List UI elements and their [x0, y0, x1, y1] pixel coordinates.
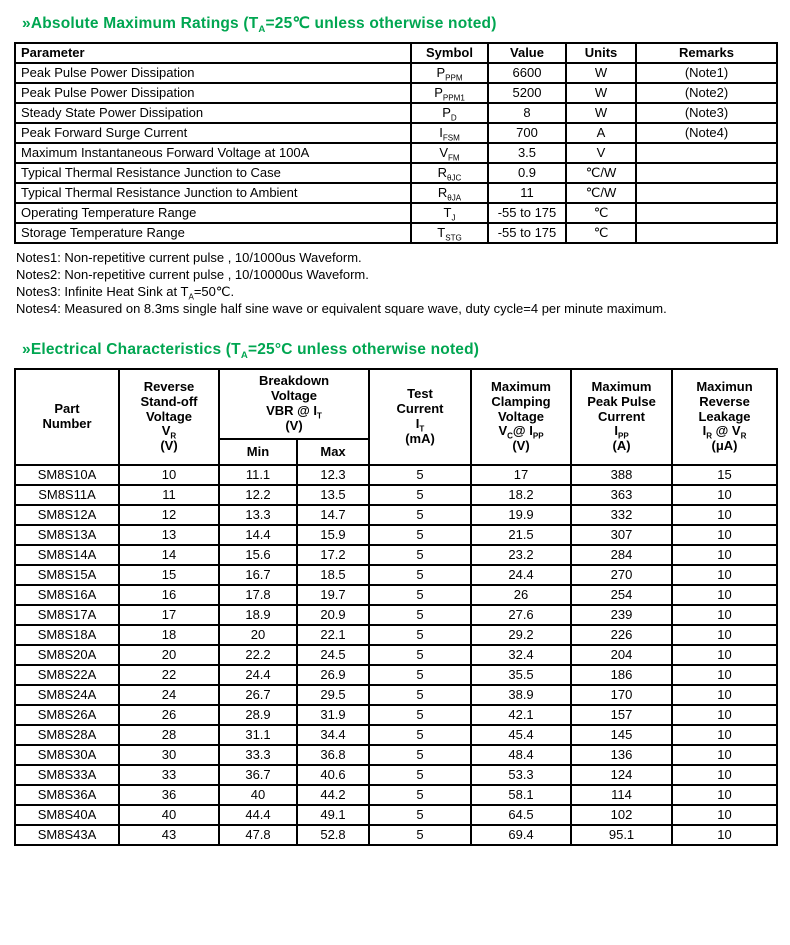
units-cell: A — [566, 123, 636, 143]
vr-cell: 40 — [119, 805, 219, 825]
ir-cell: 10 — [672, 825, 777, 845]
col-header-part-number: Part Number — [15, 369, 119, 465]
col-header-clamping-voltage: Maximum Clamping Voltage $V_C@$ $I_{PP}$ (V) — [471, 369, 571, 465]
symbol-cell: $P_{PPM1}$ — [411, 83, 488, 103]
vr-cell: 14 — [119, 545, 219, 565]
vr-cell: 30 — [119, 745, 219, 765]
vbr-max-cell: 34.4 — [297, 725, 369, 745]
vc-cell: 69.4 — [471, 825, 571, 845]
abs-max-row — [15, 143, 777, 163]
it-cell: 5 — [369, 505, 471, 525]
vc-cell: 29.2 — [471, 625, 571, 645]
ipp-cell: 204 — [571, 645, 672, 665]
ipp-cell: 186 — [571, 665, 672, 685]
vr-cell: 13 — [119, 525, 219, 545]
electrical-row — [15, 465, 777, 485]
units-cell: ℃ — [566, 203, 636, 223]
vc-cell: 45.4 — [471, 725, 571, 745]
electrical-row — [15, 565, 777, 585]
electrical-table — [14, 368, 778, 846]
value-cell: 3.5 — [488, 143, 566, 163]
vc-cell: 48.4 — [471, 745, 571, 765]
part-cell: SM8S10A — [15, 465, 119, 485]
electrical-tbody — [15, 465, 777, 845]
it-cell: 5 — [369, 745, 471, 765]
ir-cell: 10 — [672, 585, 777, 605]
it-cell: 5 — [369, 465, 471, 485]
remarks-cell — [636, 203, 777, 223]
vbr-min-cell: 40 — [219, 785, 297, 805]
ipp-cell: 102 — [571, 805, 672, 825]
ipp-cell: 239 — [571, 605, 672, 625]
col-header-units: Units — [566, 43, 636, 63]
notes-block — [16, 249, 776, 317]
value-cell: 5200 — [488, 83, 566, 103]
vc-cell: 21.5 — [471, 525, 571, 545]
part-cell: SM8S24A — [15, 685, 119, 705]
electrical-row — [15, 825, 777, 845]
vr-cell: 26 — [119, 705, 219, 725]
abs-max-header-row — [15, 43, 777, 63]
symbol-cell: $R_{\theta JC}$ — [411, 163, 488, 183]
value-cell: -55 to 175 — [488, 203, 566, 223]
electrical-row — [15, 585, 777, 605]
ir-cell: 10 — [672, 605, 777, 625]
electrical-row — [15, 505, 777, 525]
col-header-breakdown-voltage: Breakdown Voltage VBR @ $I_T$ (V) — [219, 369, 369, 439]
vc-cell: 19.9 — [471, 505, 571, 525]
electrical-row — [15, 545, 777, 565]
electrical-row — [15, 625, 777, 645]
vc-cell: 64.5 — [471, 805, 571, 825]
vbr-min-cell: 36.7 — [219, 765, 297, 785]
abs-max-row — [15, 103, 777, 123]
remarks-cell: (Note3) — [636, 103, 777, 123]
note-line-3: Notes3: Infinite Heat Sink at $T_A=50℃$. — [16, 284, 235, 302]
vr-cell: 17 — [119, 605, 219, 625]
symbol-cell: $T_{STG}$ — [411, 223, 488, 243]
vr-cell: 24 — [119, 685, 219, 705]
vc-cell: 58.1 — [471, 785, 571, 805]
param-cell: Storage Temperature Range — [15, 223, 411, 243]
ir-cell: 10 — [672, 725, 777, 745]
part-cell: SM8S12A — [15, 505, 119, 525]
ir-cell: 15 — [672, 465, 777, 485]
vbr-max-cell: 40.6 — [297, 765, 369, 785]
col-header-parameter: Parameter — [15, 43, 411, 63]
vbr-min-cell: 22.2 — [219, 645, 297, 665]
vbr-max-cell: 19.7 — [297, 585, 369, 605]
vbr-min-cell: 47.8 — [219, 825, 297, 845]
ir-cell: 10 — [672, 705, 777, 725]
electrical-row — [15, 705, 777, 725]
vbr-max-cell: 52.8 — [297, 825, 369, 845]
vbr-min-cell: 24.4 — [219, 665, 297, 685]
vr-cell: 36 — [119, 785, 219, 805]
it-cell: 5 — [369, 665, 471, 685]
units-cell: V — [566, 143, 636, 163]
vc-cell: 24.4 — [471, 565, 571, 585]
param-cell: Typical Thermal Resistance Junction to Case — [15, 163, 411, 183]
part-cell: SM8S13A — [15, 525, 119, 545]
vbr-min-cell: 11.1 — [219, 465, 297, 485]
param-cell: Peak Pulse Power Dissipation — [15, 63, 411, 83]
ir-cell: 10 — [672, 545, 777, 565]
param-cell: Steady State Power Dissipation — [15, 103, 411, 123]
vbr-min-cell: 28.9 — [219, 705, 297, 725]
ir-cell: 10 — [672, 665, 777, 685]
ipp-cell: 284 — [571, 545, 672, 565]
abs-max-row — [15, 123, 777, 143]
note-line-1: Notes1: Non-repetitive current pulse , 10/1000us Waveform. — [16, 250, 362, 265]
abs-max-row — [15, 63, 777, 83]
it-cell: 5 — [369, 725, 471, 745]
part-cell: SM8S15A — [15, 565, 119, 585]
symbol-cell: $V_{FM}$ — [411, 143, 488, 163]
vbr-min-cell: 13.3 — [219, 505, 297, 525]
vr-cell: 20 — [119, 645, 219, 665]
ipp-cell: 114 — [571, 785, 672, 805]
vbr-min-cell: 16.7 — [219, 565, 297, 585]
electrical-row — [15, 805, 777, 825]
electrical-row — [15, 525, 777, 545]
electrical-row — [15, 645, 777, 665]
abs-max-row — [15, 83, 777, 103]
note-line-4: Notes4: Measured on 8.3ms single half sine wave or equivalent square wave, duty cycle=4 per minute maximum. — [16, 301, 667, 316]
electrical-title: »Electrical Characteristics ($T_A=25^\circ C$ unless otherwise noted) — [22, 341, 480, 362]
col-header-test-current: Test Current $I_T$ (mA) — [369, 369, 471, 465]
value-cell: -55 to 175 — [488, 223, 566, 243]
it-cell: 5 — [369, 805, 471, 825]
col-header-symbol: Symbol — [411, 43, 488, 63]
abs-max-header — [15, 43, 777, 63]
symbol-cell: $P_D$ — [411, 103, 488, 123]
vc-cell: 17 — [471, 465, 571, 485]
part-cell: SM8S43A — [15, 825, 119, 845]
vc-cell: 53.3 — [471, 765, 571, 785]
it-cell: 5 — [369, 785, 471, 805]
vc-cell: 35.5 — [471, 665, 571, 685]
param-cell: Peak Forward Surge Current — [15, 123, 411, 143]
vbr-max-cell: 31.9 — [297, 705, 369, 725]
it-cell: 5 — [369, 765, 471, 785]
value-cell: 8 — [488, 103, 566, 123]
ir-cell: 10 — [672, 565, 777, 585]
electrical-row — [15, 665, 777, 685]
vbr-min-cell: 44.4 — [219, 805, 297, 825]
param-cell: Maximum Instantaneous Forward Voltage at 100A — [15, 143, 411, 163]
vbr-max-cell: 15.9 — [297, 525, 369, 545]
vbr-min-cell: 17.8 — [219, 585, 297, 605]
vr-cell: 10 — [119, 465, 219, 485]
vr-cell: 16 — [119, 585, 219, 605]
part-cell: SM8S26A — [15, 705, 119, 725]
remarks-cell — [636, 183, 777, 203]
it-cell: 5 — [369, 825, 471, 845]
vbr-max-cell: 18.5 — [297, 565, 369, 585]
ipp-cell: 270 — [571, 565, 672, 585]
vbr-min-cell: 31.1 — [219, 725, 297, 745]
part-cell: SM8S28A — [15, 725, 119, 745]
electrical-row — [15, 765, 777, 785]
units-cell: W — [566, 63, 636, 83]
vr-cell: 43 — [119, 825, 219, 845]
col-header-max: Max — [297, 439, 369, 465]
value-cell: 11 — [488, 183, 566, 203]
electrical-header-row-1 — [15, 369, 777, 439]
vr-cell: 22 — [119, 665, 219, 685]
symbol-cell: $P_{PPM}$ — [411, 63, 488, 83]
vbr-max-cell: 12.3 — [297, 465, 369, 485]
electrical-row — [15, 725, 777, 745]
col-header-reverse-leakage: Maximun Reverse Leakage $I_R$ @ $V_R$ (μA) — [672, 369, 777, 465]
vc-cell: 26 — [471, 585, 571, 605]
ipp-cell: 95.1 — [571, 825, 672, 845]
abs-max-row — [15, 223, 777, 243]
ipp-cell: 307 — [571, 525, 672, 545]
col-header-reverse-standoff: Reverse Stand-off Voltage $V_R$ (V) — [119, 369, 219, 465]
ipp-cell: 136 — [571, 745, 672, 765]
vc-cell: 27.6 — [471, 605, 571, 625]
ir-cell: 10 — [672, 645, 777, 665]
vbr-min-cell: 15.6 — [219, 545, 297, 565]
units-cell: ℃/W — [566, 163, 636, 183]
vbr-min-cell: 12.2 — [219, 485, 297, 505]
part-cell: SM8S33A — [15, 765, 119, 785]
col-header-remarks: Remarks — [636, 43, 777, 63]
it-cell: 5 — [369, 705, 471, 725]
value-cell: 700 — [488, 123, 566, 143]
it-cell: 5 — [369, 585, 471, 605]
it-cell: 5 — [369, 685, 471, 705]
abs-max-row — [15, 163, 777, 183]
symbol-cell: $T_J$ — [411, 203, 488, 223]
vbr-max-cell: 13.5 — [297, 485, 369, 505]
units-cell: W — [566, 103, 636, 123]
vr-cell: 33 — [119, 765, 219, 785]
ir-cell: 10 — [672, 525, 777, 545]
ir-cell: 10 — [672, 805, 777, 825]
ipp-cell: 157 — [571, 705, 672, 725]
vbr-max-cell: 22.1 — [297, 625, 369, 645]
vc-cell: 42.1 — [471, 705, 571, 725]
note-line-2: Notes2: Non-repetitive current pulse , 10/10000us Waveform. — [16, 267, 369, 282]
abs-max-tbody — [15, 63, 777, 243]
value-cell: 6600 — [488, 63, 566, 83]
ir-cell: 10 — [672, 745, 777, 765]
vc-cell: 32.4 — [471, 645, 571, 665]
remarks-cell: (Note1) — [636, 63, 777, 83]
part-cell: SM8S30A — [15, 745, 119, 765]
col-header-min: Min — [219, 439, 297, 465]
it-cell: 5 — [369, 565, 471, 585]
vbr-max-cell: 14.7 — [297, 505, 369, 525]
part-cell: SM8S36A — [15, 785, 119, 805]
electrical-header — [15, 369, 777, 465]
param-cell: Operating Temperature Range — [15, 203, 411, 223]
ir-cell: 10 — [672, 685, 777, 705]
ir-cell: 10 — [672, 625, 777, 645]
abs-max-table — [14, 42, 778, 244]
value-cell: 0.9 — [488, 163, 566, 183]
abs-max-row — [15, 203, 777, 223]
electrical-row — [15, 485, 777, 505]
col-header-value: Value — [488, 43, 566, 63]
part-cell: SM8S40A — [15, 805, 119, 825]
ipp-cell: 388 — [571, 465, 672, 485]
units-cell: ℃/W — [566, 183, 636, 203]
part-cell: SM8S14A — [15, 545, 119, 565]
vbr-max-cell: 49.1 — [297, 805, 369, 825]
vr-cell: 18 — [119, 625, 219, 645]
vr-cell: 11 — [119, 485, 219, 505]
vr-cell: 28 — [119, 725, 219, 745]
part-cell: SM8S16A — [15, 585, 119, 605]
vbr-max-cell: 17.2 — [297, 545, 369, 565]
vbr-max-cell: 29.5 — [297, 685, 369, 705]
it-cell: 5 — [369, 645, 471, 665]
vr-cell: 15 — [119, 565, 219, 585]
ipp-cell: 145 — [571, 725, 672, 745]
units-cell: W — [566, 83, 636, 103]
abs-max-row — [15, 183, 777, 203]
vc-cell: 23.2 — [471, 545, 571, 565]
abs-max-title: »Absolute Maximum Ratings ($T_A=25℃$ unless otherwise noted) — [22, 15, 497, 36]
electrical-row — [15, 745, 777, 765]
part-cell: SM8S22A — [15, 665, 119, 685]
part-cell: SM8S11A — [15, 485, 119, 505]
vbr-min-cell: 33.3 — [219, 745, 297, 765]
remarks-cell: (Note4) — [636, 123, 777, 143]
col-header-peak-pulse-current: Maximum Peak Pulse Current $I_{PP}$ (A) — [571, 369, 672, 465]
vbr-max-cell: 36.8 — [297, 745, 369, 765]
symbol-cell: $I_{FSM}$ — [411, 123, 488, 143]
it-cell: 5 — [369, 625, 471, 645]
ir-cell: 10 — [672, 505, 777, 525]
vc-cell: 38.9 — [471, 685, 571, 705]
electrical-row — [15, 605, 777, 625]
vbr-min-cell: 26.7 — [219, 685, 297, 705]
ipp-cell: 363 — [571, 485, 672, 505]
ir-cell: 10 — [672, 785, 777, 805]
symbol-cell: $R_{\theta JA}$ — [411, 183, 488, 203]
ipp-cell: 254 — [571, 585, 672, 605]
remarks-cell — [636, 163, 777, 183]
vbr-max-cell: 26.9 — [297, 665, 369, 685]
vbr-max-cell: 20.9 — [297, 605, 369, 625]
electrical-row — [15, 785, 777, 805]
vbr-min-cell: 18.9 — [219, 605, 297, 625]
vbr-min-cell: 14.4 — [219, 525, 297, 545]
vbr-max-cell: 44.2 — [297, 785, 369, 805]
units-cell: ℃ — [566, 223, 636, 243]
it-cell: 5 — [369, 485, 471, 505]
part-cell: SM8S20A — [15, 645, 119, 665]
param-cell: Typical Thermal Resistance Junction to Ambient — [15, 183, 411, 203]
part-cell: SM8S17A — [15, 605, 119, 625]
remarks-cell — [636, 223, 777, 243]
ir-cell: 10 — [672, 485, 777, 505]
it-cell: 5 — [369, 525, 471, 545]
vr-cell: 12 — [119, 505, 219, 525]
vc-cell: 18.2 — [471, 485, 571, 505]
part-cell: SM8S18A — [15, 625, 119, 645]
ipp-cell: 170 — [571, 685, 672, 705]
electrical-row — [15, 685, 777, 705]
remarks-cell: (Note2) — [636, 83, 777, 103]
it-cell: 5 — [369, 545, 471, 565]
ipp-cell: 226 — [571, 625, 672, 645]
ipp-cell: 332 — [571, 505, 672, 525]
vbr-max-cell: 24.5 — [297, 645, 369, 665]
ipp-cell: 124 — [571, 765, 672, 785]
param-cell: Peak Pulse Power Dissipation — [15, 83, 411, 103]
it-cell: 5 — [369, 605, 471, 625]
ir-cell: 10 — [672, 765, 777, 785]
vbr-min-cell: 20 — [219, 625, 297, 645]
remarks-cell — [636, 143, 777, 163]
